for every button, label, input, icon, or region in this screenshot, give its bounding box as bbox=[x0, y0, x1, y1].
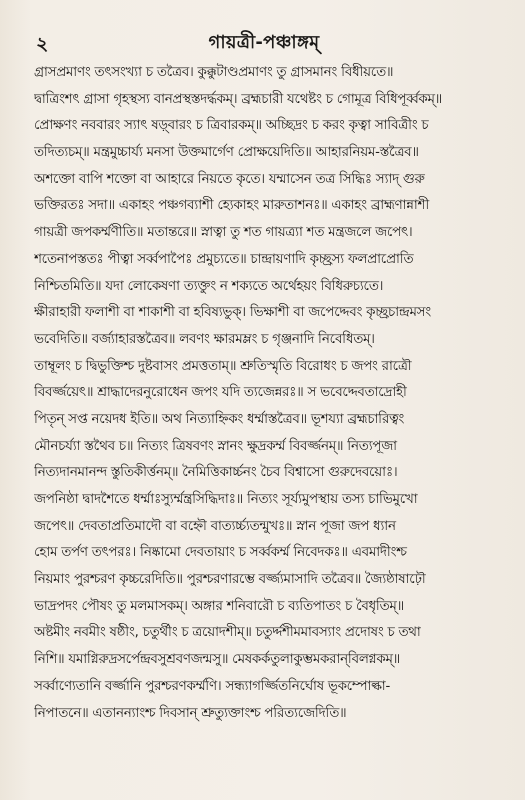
text-line: শতেনাপস্ততঃ পীত্বা সর্ব্বপাপৈঃ প্রমুচ্যতে॥ চান্দ্রায়ণাদি কৃচ্ছ্রস্য ফলপ্রাপ্রোতি bbox=[34, 251, 414, 267]
running-head-title: গায়ত্রী-পঞ্চাঙ্গম্ bbox=[208, 32, 320, 53]
text-line: নিয়মাং পুরশ্চরণ কৃচ্চরেদিতি॥ পুরশ্চরণারম্ভে বর্জ্জ্যমাসাদি তত্রৈব॥ জ্যৈষ্ঠাষাঢ়ৌ bbox=[34, 572, 426, 588]
text-line: হোম তর্পণ তৎপরঃ। নিষ্কামো দেবতায়াং চ সর্ব্বকর্ম্ম নিবেদকঃ॥ এবমাদীংশ্চ bbox=[34, 545, 407, 561]
text-line: বিবর্জ্জয়েৎ॥ শ্রাদ্ধাদেরনুরোধেন জপং যদি ত্যজেন্নরঃ॥ স ভবেদ্দেবতাদ্রোহী bbox=[34, 385, 407, 401]
text-line: তাম্বূলং চ দ্বিভুক্তিশ্চ দুষ্টবাসং প্রমত্ততাম্॥ শ্রুতিস্মৃতি বিরোধং চ জপং রাত্রৌ bbox=[34, 358, 412, 374]
text-line: অশক্তো বাপি শক্তো বা আহারে নিয়তে কৃতে। যম্মাসেন তত্র সিদ্ধিঃ স্যাদ্ গুরু bbox=[34, 171, 425, 187]
text-line: প্রোক্ষণং নববারং স্যাৎ ষড়্‌বারং চ ত্রিবারকম্॥ অচ্ছিদ্রং চ করং কৃত্বা সাবিত্রীং চ bbox=[34, 118, 429, 134]
text-line: মৌনচর্য্যা স্তথৈব চ॥ নিত্যং ত্রিষবণং স্নানং ক্ষুদ্রকর্ম্ম বিবর্জ্জনম্॥ নিত্যপূজা bbox=[34, 438, 397, 454]
text-line: ভবেদিতি॥ বর্জ্যাহারস্তত্রৈব॥ লবণং ক্ষারমম্লং চ গৃঞ্জনাদি নিবেধিতম্। bbox=[34, 331, 375, 347]
text-line: ভাদ্রপদং পৌষং তু মলমাসকম্। অঙ্গার শনিবারৌ চ ব্যতিপাতং চ বৈধৃতিম্॥ bbox=[34, 598, 404, 614]
text-line: নিশ্চিতমিতি॥ যদা লোকেষণা ত্যক্তুং ন শক্যতে অর্থেহয়ং বিধিরুচ্যতে। bbox=[34, 278, 384, 294]
text-line: পিতৃন্ সপ্ত নয়েদধ ইতি॥ অথ নিত্যাহ্নিকং ধর্ম্মাস্তত্রৈব॥ ভূশয্যা ব্রহ্মচারিত্বং bbox=[34, 411, 405, 427]
text-line: তদিত্যচম্॥ মন্ত্রমুচ্চার্য্য মনসা উক্তমার্গেণ প্রোক্ষয়েদিতি॥ আহারনিয়ম-স্তত্রৈব॥ bbox=[34, 145, 419, 161]
text-line: নিত্যদানমানন্দ স্তুতিকীর্ত্তনম্॥ নৈমিত্তিকার্চ্চনং চৈব বিশ্বাসো গুরুদেবয়োঃ। bbox=[34, 465, 398, 481]
text-line: অষ্টমীং নবমীং ষষ্ঠীং, চতুর্থীং চ ত্রয়োদশীম্॥ চতুর্দ্দশীমমাবস্যাং প্রদোষং চ তথা bbox=[34, 625, 421, 641]
page-number: ২ bbox=[36, 33, 49, 55]
text-line: নিপাতনে॥ এতানন্যাংশ্চ দিবসান্ শ্রুত্যুক্তাংশ্চ পরিত্যজেদিতি॥ bbox=[34, 705, 347, 721]
page-header bbox=[36, 28, 492, 56]
text-line: ক্ষীরাহারী ফলাশী বা শাকাশী বা হবিষ্যভুক্। ভিক্ষাশী বা জপেদ্দেবং কৃচ্ছ্রচান্দ্রমসং bbox=[34, 305, 431, 321]
text-line: নিশি॥ যমাগ্নিরুদ্রসর্পেন্দ্রবসুশ্রবণজন্মসু॥ মেষকর্কতুলাকুম্ভমকরান্‌বিলগ্নকম্॥ bbox=[34, 652, 400, 668]
text-body bbox=[34, 60, 494, 727]
text-line: গায়ত্রী জপকর্ম্মণীতি॥ মতান্তরে॥ স্নাত্বা তু শত গায়ত্র্যা শত মন্ত্রজলে জপেৎ। bbox=[34, 225, 413, 241]
text-line: ভক্তিরতঃ সদা॥ একাহং পঞ্চগব্যাশী হ্যেকাহং মারুতাশনঃ॥ একাহং ব্রাহ্মণান্নাশী bbox=[34, 198, 429, 214]
text-line: গ্রাসপ্রমাণং তৎসংখ্যা চ তত্রৈব। কুক্কুটাণ্ডপ্রমাণং তু গ্রাসমানং বিধীয়তে॥ bbox=[34, 65, 394, 80]
text-line: জপনিষ্ঠা দ্বাদশৈতে ধর্ম্মাঃস্যুর্ম্মন্ত্রসিদ্ধিদাঃ॥ নিত্যং সূর্য্যমুপস্থায় তস্য চাভিমুখো bbox=[34, 492, 418, 507]
text-line: সর্ব্বাণ্যেতানি বর্জ্জানি পুরশ্চরণকর্ম্মণি। সন্ধ্যাগর্জ্জিতনির্ঘোষ ভূকম্পোল্কা- bbox=[34, 678, 391, 694]
text-line: দ্বাত্রিংশৎ গ্রাসা গৃহস্থস্য বানপ্রস্থস্তদর্দ্ধকম্। ব্রহ্মচারী যথেষ্টং চ গোমূত্র বিধিপূর্ব্বকম্॥ bbox=[34, 91, 442, 107]
text-line: জপেৎ॥ দেবতাপ্রতিমাদৌ বা বহ্নৌ বাত্যর্চ্চ্যতন্মুখঃ॥ স্নান পূজা জপ ধ্যান bbox=[34, 518, 396, 534]
